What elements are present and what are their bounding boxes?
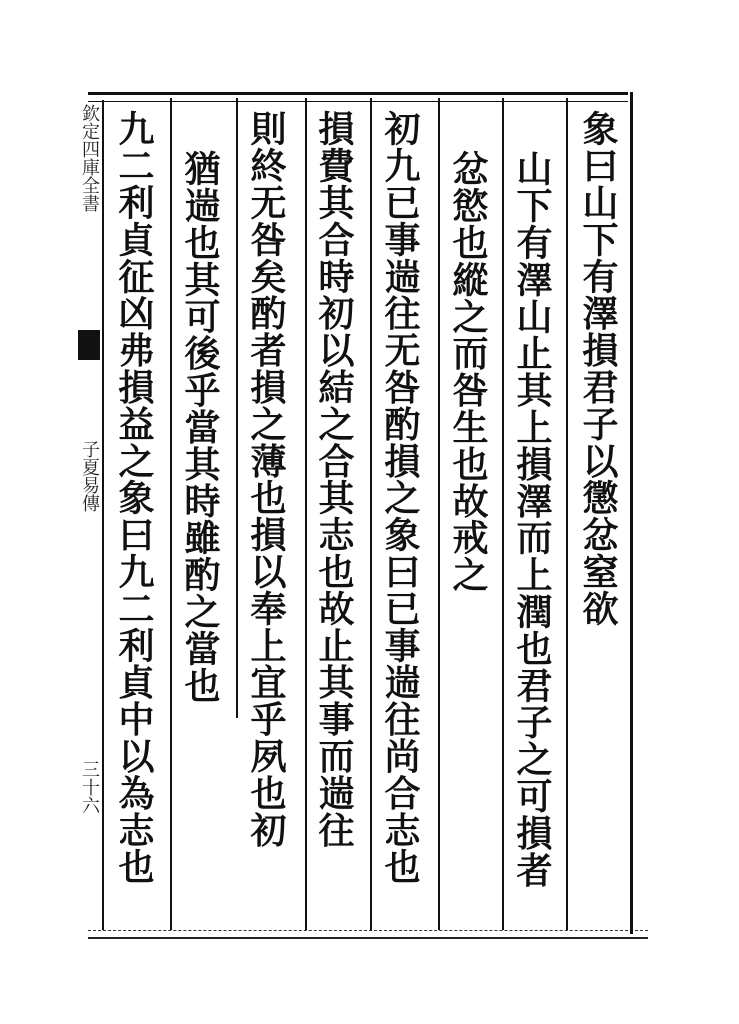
bottom-border <box>88 930 648 939</box>
text-column-6: 則終无咎矣酌者損之薄也損以奉上宜乎夙也初 <box>245 110 287 848</box>
column-rule <box>438 98 440 930</box>
margin-folio-number: 三十六 <box>79 760 100 814</box>
margin-book-title: 欽定四庫全書 <box>79 104 100 212</box>
column-rule <box>170 98 172 930</box>
top-border <box>88 92 628 102</box>
text-column-7: 猶遄也其可後乎當其時雖酌之當也 <box>179 150 221 704</box>
margin-section-title: 子夏易傳 <box>79 440 100 512</box>
text-column-4: 初九已事遄往无咎酌損之象曰已事遄往尚合志也 <box>379 110 421 885</box>
column-rule <box>305 98 307 930</box>
column-rule <box>502 98 504 930</box>
text-column-3: 忿慾也縱之而咎生也故戒之 <box>447 150 489 593</box>
text-column-2: 山下有澤山止其上損澤而上潤也君子之可損者 <box>511 150 553 888</box>
text-column-8: 九二利貞征凶弗損益之象曰九二利貞中以為志也 <box>113 110 155 885</box>
margin-fishtail-mark <box>78 330 100 360</box>
text-column-5: 損費其合時初以結之合其志也故止其事而遄往 <box>313 110 355 848</box>
column-rule <box>370 98 372 930</box>
column-rule <box>566 98 568 930</box>
column-rule <box>236 98 238 718</box>
right-border <box>630 92 633 934</box>
text-column-1: 象曰山下有澤損君子以懲忿窒欲 <box>577 110 619 627</box>
